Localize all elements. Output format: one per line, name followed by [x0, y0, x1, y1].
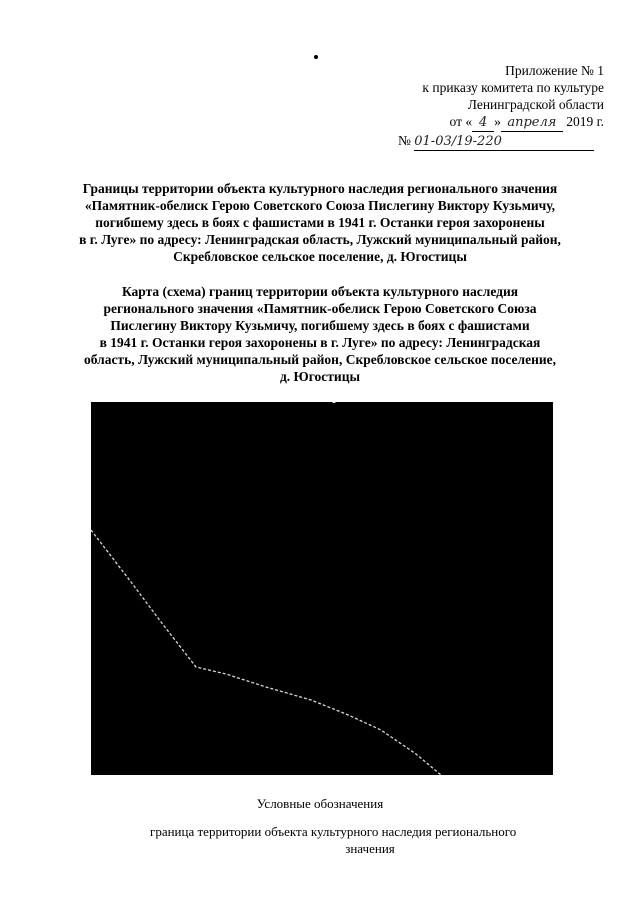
caption-line: Пислегину Виктору Кузьмичу, погибшему здесь в боях с фашистами: [110, 318, 530, 333]
legend-item-line2: значения: [345, 841, 395, 856]
appendix-number: Приложение № 1: [505, 63, 604, 78]
title-line: в г. Луге» по адресу: Ленинградская область, Лужский муниципальный район,: [79, 232, 561, 247]
title-line: Скребловское сельское поселение, д. Югостицы: [173, 249, 467, 264]
handwritten-number: 01-03/19-220: [414, 133, 594, 151]
order-number: № 01-03/19-220: [392, 132, 604, 151]
region-name: Ленинградской области: [467, 97, 604, 112]
legend-item: [150, 823, 590, 857]
caption-line: в 1941 г. Останки героя захоронены в г. Луге» по адресу: Ленинградская: [99, 335, 541, 350]
title-line: погибшему здесь в боях с фашистами в 1941 г. Останки героя захоронены: [95, 215, 545, 230]
order-reference: к приказу комитета по культуре: [422, 80, 604, 95]
legend-item-line1: граница территории объекта культурного наследия регионального: [150, 824, 517, 839]
legend-title: Условные обозначения: [256, 796, 384, 811]
map-marker-dot: [332, 402, 336, 403]
handwritten-month: апреля: [501, 114, 563, 132]
boundary-map-scheme: [91, 402, 553, 775]
caption-line: д. Югостицы: [279, 369, 361, 384]
title-line: Границы территории объекта культурного наследия регионального значения: [82, 181, 558, 196]
map-caption: [40, 283, 600, 385]
caption-line: регионального значения «Памятник-обелиск Герою Советского Союза: [103, 301, 537, 316]
map-image: [91, 402, 553, 775]
scan-artifact-dot: [314, 55, 318, 59]
document-title: [40, 180, 600, 265]
appendix-header: [392, 62, 604, 151]
caption-line: область, Лужский муниципальный район, Скребловское сельское поселение,: [83, 352, 557, 367]
caption-line: Карта (схема) границ территории объекта культурного наследия: [121, 284, 519, 299]
territory-boundary-line: [91, 530, 441, 775]
handwritten-day: 4: [472, 114, 494, 132]
title-line: «Памятник-обелиск Герою Советского Союза Пислегину Виктору Кузьмичу,: [84, 198, 556, 213]
order-date: от « 4 » апреля 2019 г.: [449, 114, 604, 130]
